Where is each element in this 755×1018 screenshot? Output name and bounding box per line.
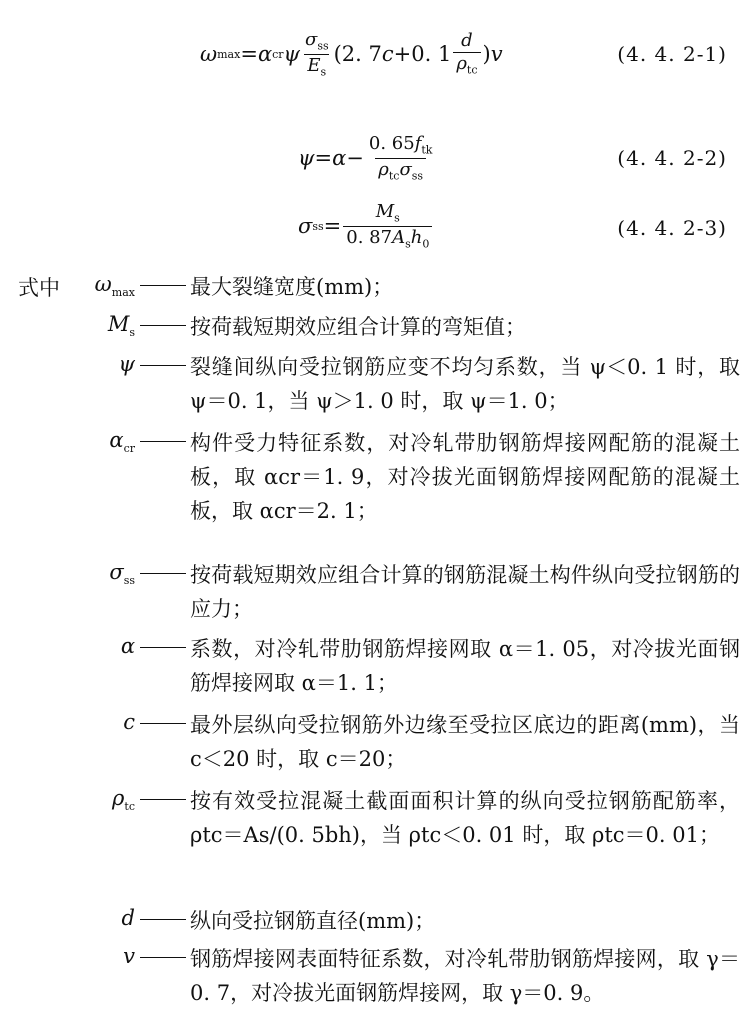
symbol: ψ <box>118 352 135 376</box>
equation-4-4-2-1 <box>0 22 755 82</box>
dash <box>140 573 186 574</box>
where-label: 式中 <box>18 276 60 300</box>
dash <box>140 957 186 958</box>
symbol: d <box>121 906 135 930</box>
equation-number: (4. 4. 2-2) <box>617 146 727 170</box>
definition-text: 裂缝间纵向受拉钢筋应变不均匀系数，当 ψ＜0. 1 时，取 ψ＝0. 1，当 ψ＞1. 0 时，取 ψ＝1. 0； <box>190 355 740 413</box>
formula-sigma-ss: σ ss = $\frac{M_s}{0. 87A_sh_0}$ <box>298 202 434 250</box>
symbol: $\omega_{max}$ <box>94 272 135 300</box>
dash <box>140 365 186 366</box>
definition-text: 按荷载短期效应组合计算的钢筋混凝土构件纵向受拉钢筋的应力； <box>190 563 740 621</box>
symbol: c <box>123 710 135 734</box>
definition-text: 纵向受拉钢筋直径(mm)； <box>190 909 436 933</box>
symbol: $M_s$ <box>107 312 135 340</box>
definition-text: 系数，对冷轧带肋钢筋焊接网取 α＝1. 05，对冷拔光面钢筋焊接网取 α＝1. 1； <box>190 637 740 695</box>
dash <box>140 919 186 920</box>
symbol: v <box>123 944 135 968</box>
definition-text: 最外层纵向受拉钢筋外边缘至受拉区底边的距离(mm)，当 c＜20 时，取 c＝20； <box>190 713 740 771</box>
symbol: $\alpha_{cr}$ <box>109 428 135 456</box>
definition-text: 钢筋焊接网表面特征系数，对冷轧带肋钢筋焊接网，取 γ＝0. 7，对冷拔光面钢筋焊接网，取 γ＝0. 9。 <box>190 947 740 1005</box>
equation-number: (4. 4. 2-1) <box>617 42 727 66</box>
definition-text: 构件受力特征系数，对冷轧带肋钢筋焊接网配筋的混凝土板，取 αcr＝1. 9，对冷拔光面钢筋焊接网配筋的混凝土板，取 αcr＝2. 1； <box>190 431 740 523</box>
definition-text: 最大裂缝宽度(mm)； <box>190 275 394 299</box>
dash <box>140 325 186 326</box>
symbol: $\sigma_{ss}$ <box>109 560 135 588</box>
dash <box>140 647 186 648</box>
definition-text: 按荷载短期效应组合计算的弯矩值； <box>190 315 526 339</box>
symbol: $\rho_{tc}$ <box>112 786 135 814</box>
symbol: α <box>120 634 135 658</box>
dash <box>140 441 186 442</box>
formula-psi: ψ = α − $\frac{0. 65f_{tk}}{\rho_{tc}\sigma_{ss}}$ <box>298 133 433 183</box>
formula-omega-max: ω max = α cr ψ $\frac{\sigma_{ss}}{E_s}$ (2. 7 c +0. 1 $\frac{d}{\rho_{tc}}$ ) v <box>200 29 503 79</box>
dash <box>140 799 186 800</box>
equation-4-4-2-3 <box>0 196 755 256</box>
dash <box>140 723 186 724</box>
equation-4-4-2-2 <box>0 128 755 188</box>
definition-text: 按有效受拉混凝土截面面积计算的纵向受拉钢筋配筋率，ρtc＝As/(0. 5bh)，当 ρtc＜0. 01 时，取 ρtc＝0. 01； <box>190 789 740 847</box>
dash <box>140 285 186 286</box>
equation-number: (4. 4. 2-3) <box>617 216 727 240</box>
